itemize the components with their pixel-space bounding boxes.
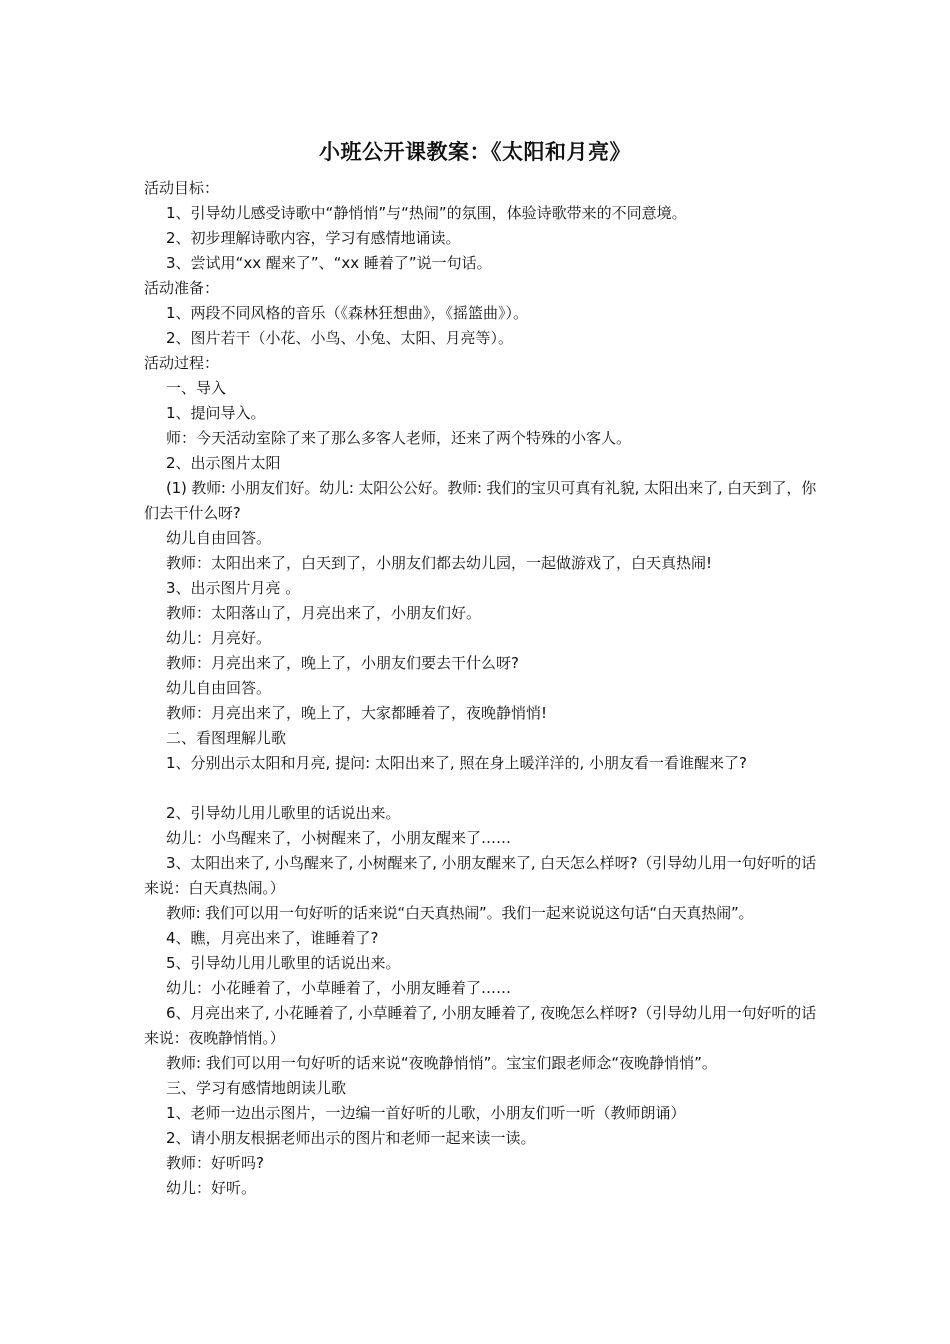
goal-item: 3、尝试用“xx 醒来了”、“xx 睡着了”说一句话。 xyxy=(166,254,492,272)
step-item: 5、引导幼儿用儿歌里的话说出来。 xyxy=(166,954,401,972)
section-heading: 一、导入 xyxy=(166,379,227,397)
step-paragraph: 3、太阳出来了, 小鸟醒来了, 小树醒来了, 小朋友醒来了, 白天怎么样呀?（引导幼儿用一句好听的话来说：白天真热闹。） xyxy=(144,854,816,897)
child-line: 幼儿自由回答。 xyxy=(166,679,272,697)
teacher-line: 教师：月亮出来了，晚上了，大家都睡着了，夜晚静悄悄! xyxy=(166,704,548,722)
teacher-line: 教师：好听吗? xyxy=(166,1154,264,1172)
section-heading: 三、学习有感情地朗读儿歌 xyxy=(166,1079,347,1097)
step-item: 1、分别出示太阳和月亮, 提问: 太阳出来了, 照在身上暖洋洋的, 小朋友看一看谁醒来了? xyxy=(166,754,747,772)
step-item: 1、老师一边出示图片，一边编一首好听的儿歌，小朋友们听一听（教师朗诵） xyxy=(166,1104,686,1122)
child-line: 幼儿：好听。 xyxy=(166,1179,257,1197)
section-heading: 二、看图理解儿歌 xyxy=(166,729,287,747)
step-item: 2、引导幼儿用儿歌里的话说出来。 xyxy=(166,804,401,822)
teacher-line: 教师：太阳出来了，白天到了，小朋友们都去幼儿园，一起做游戏了，白天真热闹! xyxy=(166,554,713,572)
teacher-paragraph: 教师: 我们可以用一句好听的话来说“白天真热闹”。我们一起来说说这句话“白天真热闹”。 xyxy=(166,904,754,922)
dialog-paragraph: (1) 教师: 小朋友们好。幼儿: 太阳公公好。教师: 我们的宝贝可真有礼貌, 太阳出来了, 白天到了，你们去干什么呀? xyxy=(144,479,816,522)
teacher-line: 教师：月亮出来了，晚上了，小朋友们要去干什么呀? xyxy=(166,654,519,672)
child-line: 幼儿：小花睡着了，小草睡着了，小朋友睡着了…… xyxy=(166,979,512,997)
step-paragraph: 6、月亮出来了, 小花睡着了, 小草睡着了, 小朋友睡着了, 夜晚怎么样呀?（引导幼儿用一句好听的话来说：夜晚静悄悄。） xyxy=(144,1004,816,1047)
child-line: 幼儿自由回答。 xyxy=(166,529,272,547)
goals-heading: 活动目标： xyxy=(144,179,220,197)
document-title: 小班公开课教案：《太阳和月亮》 xyxy=(319,140,631,164)
teacher-line: 教师: 我们可以用一句好听的话来说“夜晚静悄悄”。宝宝们跟老师念“夜晚静悄悄”。 xyxy=(166,1054,717,1072)
prep-heading: 活动准备： xyxy=(144,279,220,297)
teacher-line: 师：今天活动室除了来了那么多客人老师，还来了两个特殊的小客人。 xyxy=(166,429,632,447)
process-heading: 活动过程： xyxy=(144,354,220,372)
child-line: 幼儿：月亮好。 xyxy=(166,629,272,647)
document-body xyxy=(144,176,816,1201)
blank-line xyxy=(144,776,816,801)
prep-item: 2、图片若干（小花、小鸟、小兔、太阳、月亮等）。 xyxy=(166,329,514,347)
teacher-line: 教师：太阳落山了，月亮出来了，小朋友们好。 xyxy=(166,604,482,622)
step-item: 1、提问导入。 xyxy=(166,404,266,422)
step-item: 2、出示图片太阳 xyxy=(166,454,281,472)
goal-item: 1、引导幼儿感受诗歌中“静悄悄”与“热闹”的氛围，体验诗歌带来的不同意境。 xyxy=(166,204,687,222)
step-item: 3、出示图片月亮 。 xyxy=(166,579,301,597)
step-item: 4、瞧，月亮出来了，谁睡着了? xyxy=(166,929,379,947)
step-item: 2、请小朋友根据老师出示的图片和老师一起来读一读。 xyxy=(166,1129,536,1147)
child-line: 幼儿：小鸟醒来了，小树醒来了，小朋友醒来了…… xyxy=(166,829,512,847)
prep-item: 1、两段不同风格的音乐（《森林狂想曲》，《摇篮曲》）。 xyxy=(166,304,529,322)
goal-item: 2、初步理解诗歌内容，学习有感情地诵读。 xyxy=(166,229,461,247)
